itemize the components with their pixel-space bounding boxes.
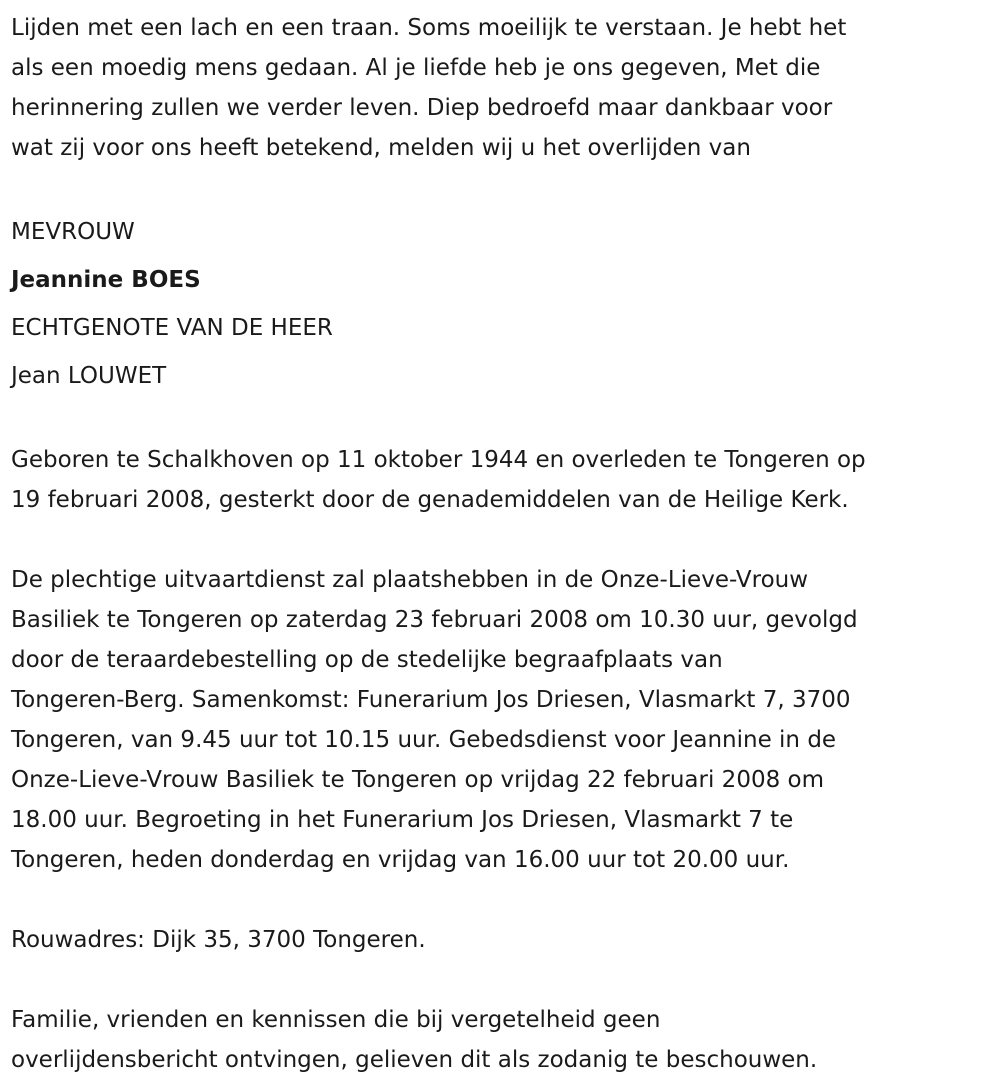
- birth-death-line: Geboren te Schalkhoven op 11 oktober 1944 en overleden te Tongeren op: [11, 447, 866, 473]
- funeral-line: door de teraardebestelling op de stedelijke begraafplaats van: [11, 647, 723, 673]
- birth-death-paragraph: [11, 440, 996, 520]
- deceased-title: MEVROUW: [11, 219, 135, 245]
- address-paragraph: [11, 920, 996, 960]
- closing-line: overlijdensbericht ontvingen, gelieven dit als zodanig te beschouwen.: [11, 1047, 818, 1073]
- mourning-address: Rouwadres: Dijk 35, 3700 Tongeren.: [11, 927, 426, 953]
- funeral-line: De plechtige uitvaartdienst zal plaatshebben in de Onze-Lieve-Vrouw: [11, 567, 809, 593]
- deceased-block: [11, 208, 996, 400]
- funeral-line: 18.00 uur. Begroeting in het Funerarium Jos Driesen, Vlasmarkt 7 te: [11, 807, 794, 833]
- funeral-line: Tongeren, van 9.45 uur tot 10.15 uur. Gebedsdienst voor Jeannine in de: [11, 727, 837, 753]
- closing-paragraph: [11, 1000, 996, 1080]
- intro-line: als een moedig mens gedaan. Al je liefde heb je ons gegeven, Met die: [11, 55, 821, 81]
- birth-death-line: 19 februari 2008, gesterkt door de genademiddelen van de Heilige Kerk.: [11, 487, 849, 513]
- intro-line: Lijden met een lach en een traan. Soms moeilijk te verstaan. Je hebt het: [11, 15, 847, 41]
- paragraph-gap: [11, 168, 996, 208]
- deceased-relation: ECHTGENOTE VAN DE HEER: [11, 315, 333, 341]
- spouse-name: Jean LOUWET: [11, 363, 167, 389]
- paragraph-gap: [11, 880, 996, 920]
- closing-line: Familie, vrienden en kennissen die bij vergetelheid geen: [11, 1007, 661, 1033]
- paragraph-gap: [11, 400, 996, 440]
- funeral-paragraph: [11, 560, 996, 880]
- funeral-line: Onze-Lieve-Vrouw Basiliek te Tongeren op vrijdag 22 februari 2008 om: [11, 767, 825, 793]
- funeral-line: Tongeren-Berg. Samenkomst: Funerarium Jos Driesen, Vlasmarkt 7, 3700: [11, 687, 851, 713]
- intro-line: herinnering zullen we verder leven. Diep bedroefd maar dankbaar voor: [11, 95, 833, 121]
- funeral-line: Tongeren, heden donderdag en vrijdag van 16.00 uur tot 20.00 uur.: [11, 847, 790, 873]
- deceased-name: Jeannine BOES: [11, 267, 201, 293]
- intro-paragraph: [11, 8, 996, 168]
- funeral-line: Basiliek te Tongeren op zaterdag 23 februari 2008 om 10.30 uur, gevolgd: [11, 607, 858, 633]
- intro-line: wat zij voor ons heeft betekend, melden wij u het overlijden van: [11, 135, 751, 161]
- paragraph-gap: [11, 520, 996, 560]
- paragraph-gap: [11, 960, 996, 1000]
